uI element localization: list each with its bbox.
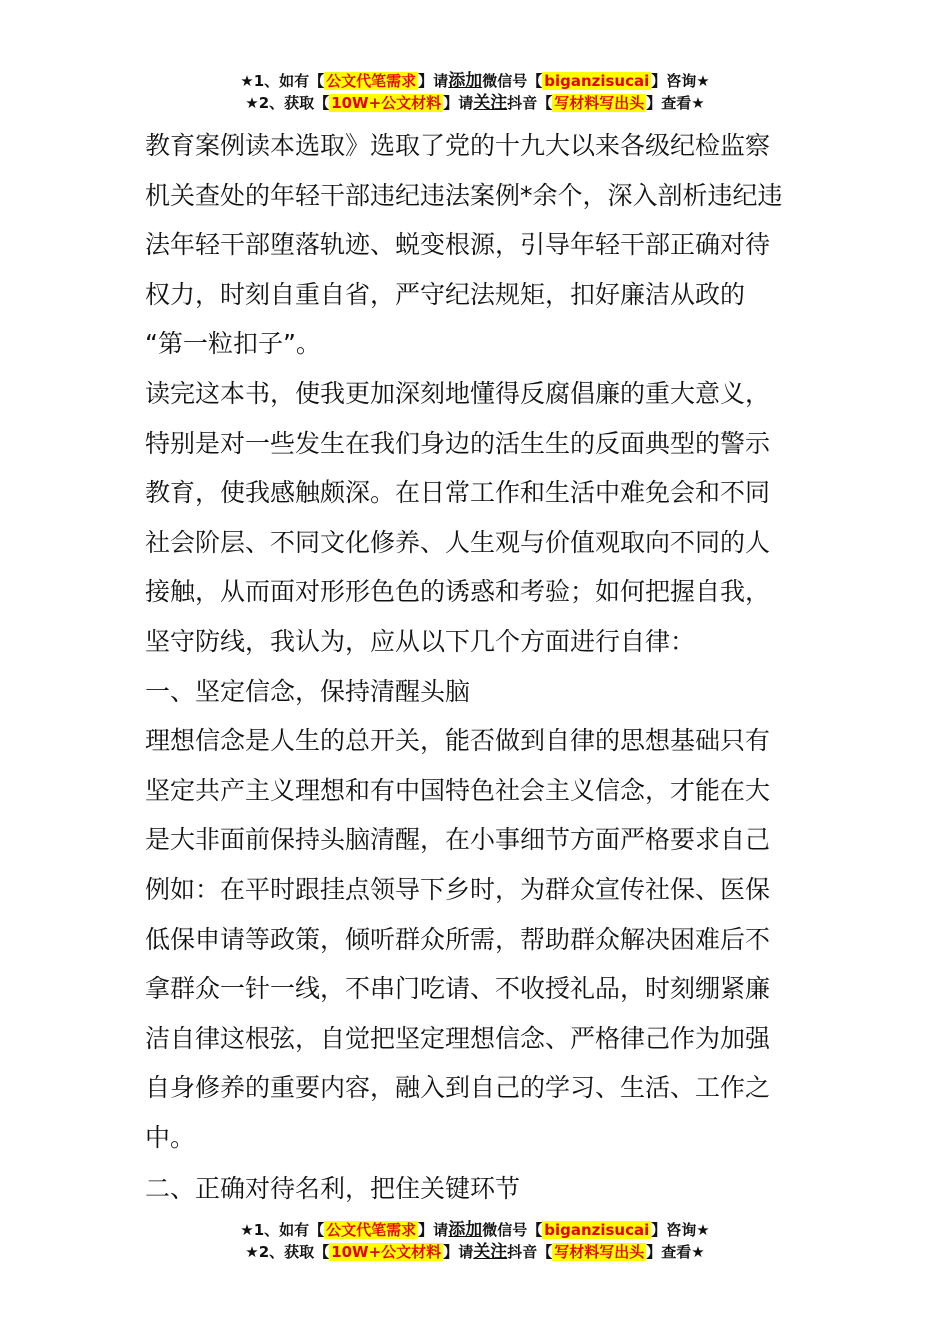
banner-text: 抖音【 xyxy=(507,1243,553,1261)
body-line: 自身修养的重要内容，融入到自己的学习、生活、工作之 xyxy=(145,1073,771,1103)
banner-text: 】咨询★ xyxy=(651,1221,710,1239)
banner-line-2 xyxy=(0,1241,950,1263)
footer-banner xyxy=(0,1219,950,1263)
banner-line-1 xyxy=(0,1219,950,1241)
banner-text: ★2、获取【 xyxy=(245,1243,330,1261)
banner-text: 】咨询★ xyxy=(651,72,710,90)
body-line: 中。 xyxy=(145,1122,196,1152)
banner-text: 微信号【 xyxy=(482,72,543,90)
body-line: 低保申请等政策，倾听群众所需，帮助群众解决困难后不 xyxy=(145,924,771,954)
banner-line-1 xyxy=(0,70,950,92)
banner-text: ★1、如有【 xyxy=(240,1221,325,1239)
banner-text: 】查看★ xyxy=(646,1243,705,1261)
banner-text: 】查看★ xyxy=(646,94,705,112)
banner-text: ★2、获取【 xyxy=(245,94,330,112)
banner-text: 微信号【 xyxy=(482,1221,543,1239)
body-line: 教育案例读本选取》选取了党的十九大以来各级纪检监察 xyxy=(145,131,771,160)
banner-emphasis: 关注 xyxy=(473,1242,508,1262)
header-banner xyxy=(0,70,950,114)
banner-text: ★1、如有【 xyxy=(240,72,325,90)
banner-emphasis: 添加 xyxy=(448,71,483,91)
banner-highlight: 10W+公文材料 xyxy=(331,1243,442,1261)
banner-text: 抖音【 xyxy=(507,94,553,112)
banner-highlight: 10W+公文材料 xyxy=(331,94,442,112)
banner-emphasis: 添加 xyxy=(448,1220,483,1240)
banner-highlight: biganzisucai xyxy=(544,1221,650,1239)
banner-highlight: biganzisucai xyxy=(544,72,650,90)
body-line: 权力，时刻自重自省，严守纪法规矩，扣好廉洁从政的 xyxy=(145,279,746,309)
body-line: 坚守防线，我认为，应从以下几个方面进行自律： xyxy=(145,626,696,656)
body-line: 理想信念是人生的总开关，能否做到自律的思想基础只有 xyxy=(145,726,771,756)
body-line: “第一粒扣子”。 xyxy=(145,329,321,359)
banner-text: 】请 xyxy=(418,1221,449,1239)
body-line: 法年轻干部堕落轨迹、蜕变根源，引导年轻干部正确对待 xyxy=(145,230,771,260)
banner-highlight: 写材料写出头 xyxy=(554,1243,645,1261)
banner-highlight: 写材料写出头 xyxy=(554,94,645,112)
banner-text: 】请 xyxy=(443,94,474,112)
section-heading: 二、正确对待名利，把住关键环节 xyxy=(145,1174,521,1204)
body-line: 洁自律这根弦，自觉把坚定理想信念、严格律己作为加强 xyxy=(145,1023,771,1053)
body-line: 例如：在平时跟挂点领导下乡时，为群众宣传社保、医保 xyxy=(145,874,771,904)
body-line: 教育，使我感触颇深。在日常工作和生活中难免会和不同 xyxy=(145,478,771,508)
body-line: 坚定共产主义理想和有中国特色社会主义信念，才能在大 xyxy=(145,775,771,805)
banner-highlight: 公文代笔需求 xyxy=(326,72,417,90)
banner-line-2 xyxy=(0,92,950,114)
banner-highlight: 公文代笔需求 xyxy=(326,1221,417,1239)
banner-text: 】请 xyxy=(418,72,449,90)
section-heading: 一、坚定信念，保持清醒头脑 xyxy=(145,676,471,706)
body-line: 接触，从而面对形形色色的诱惑和考验；如何把握自我， xyxy=(145,577,771,607)
body-line: 拿群众一针一线，不串门吃请、不收授礼品，时刻绷紧廉 xyxy=(145,974,771,1004)
body-line: 是大非面前保持头脑清醒，在小事细节方面严格要求自己 xyxy=(145,825,771,855)
body-line: 特别是对一些发生在我们身边的活生生的反面典型的警示 xyxy=(145,428,771,458)
body-line: 社会阶层、不同文化修养、人生观与价值观取向不同的人 xyxy=(145,527,771,557)
document-body xyxy=(145,121,815,1214)
body-line: 机关查处的年轻干部违纪违法案例*余个，深入剖析违纪违 xyxy=(145,180,783,210)
banner-text: 】请 xyxy=(443,1243,474,1261)
banner-emphasis: 关注 xyxy=(473,93,508,113)
body-line: 读完这本书，使我更加深刻地懂得反腐倡廉的重大意义， xyxy=(145,378,771,408)
